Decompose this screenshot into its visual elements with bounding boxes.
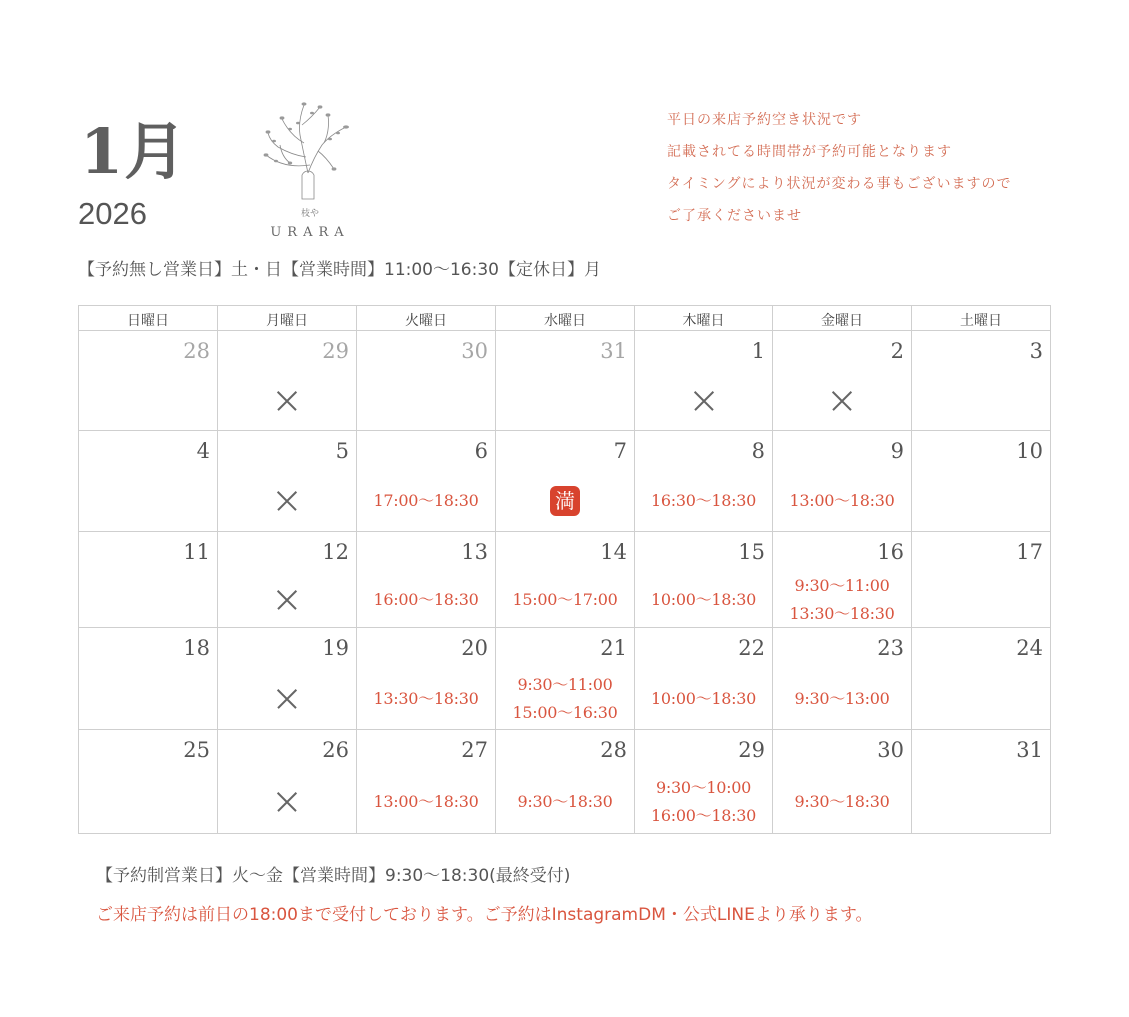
calendar-day-cell[interactable] xyxy=(79,532,218,628)
available-time-slot: 13:30〜18:30 xyxy=(373,688,479,708)
day-number: 9 xyxy=(890,439,904,463)
available-time-slot: 13:30〜18:30 xyxy=(789,603,895,623)
day-number: 15 xyxy=(738,540,765,564)
calendar-week-row xyxy=(79,730,1051,834)
day-number: 7 xyxy=(613,439,627,463)
weekday-header: 月曜日 xyxy=(218,306,357,331)
closed-cross-icon xyxy=(276,589,298,611)
closed-cross-icon xyxy=(693,390,715,412)
closed-cross-icon xyxy=(276,791,298,813)
day-number: 11 xyxy=(183,540,210,564)
day-number: 6 xyxy=(474,439,488,463)
shop-logo xyxy=(250,95,370,245)
day-number: 19 xyxy=(322,636,349,660)
weekday-header: 木曜日 xyxy=(635,306,773,331)
branch-vase-icon xyxy=(260,95,360,207)
calendar-day-cell[interactable] xyxy=(496,730,635,834)
day-number: 5 xyxy=(335,439,349,463)
weekday-header-row xyxy=(79,306,1051,331)
day-number: 28 xyxy=(183,339,210,363)
notice-block xyxy=(667,104,1117,232)
available-time-slot: 16:00〜18:30 xyxy=(651,805,756,825)
available-time-slot: 9:30〜13:00 xyxy=(794,688,890,708)
calendar-day-cell[interactable] xyxy=(635,431,773,532)
available-time-slot: 9:30〜18:30 xyxy=(517,791,613,811)
weekday-header: 日曜日 xyxy=(79,306,218,331)
calendar-day-cell[interactable] xyxy=(357,431,496,532)
available-time-slot: 16:30〜18:30 xyxy=(651,491,756,510)
day-number: 17 xyxy=(1016,540,1043,564)
calendar-day-cell[interactable] xyxy=(218,331,357,431)
calendar-day-cell[interactable] xyxy=(635,628,773,730)
day-number: 4 xyxy=(196,439,210,463)
month-title: 1月 xyxy=(80,115,188,188)
reservation-hours-info: 【予約制営業日】火〜金【営業時間】9:30〜18:30(最終受付) xyxy=(96,866,571,886)
year-label: 2026 xyxy=(78,196,147,231)
calendar-day-cell[interactable] xyxy=(912,532,1051,628)
day-number: 30 xyxy=(877,738,904,762)
calendar-day-cell[interactable] xyxy=(79,331,218,431)
day-number: 26 xyxy=(322,738,349,762)
calendar-day-cell[interactable] xyxy=(496,331,635,431)
calendar-week-row xyxy=(79,331,1051,431)
calendar-day-cell[interactable] xyxy=(912,331,1051,431)
calendar-day-cell[interactable] xyxy=(635,730,773,834)
weekday-header: 水曜日 xyxy=(496,306,635,331)
available-time-slot: 13:00〜18:30 xyxy=(789,491,895,510)
walk-in-hours-info: 【予約無し営業日】土・日【営業時間】11:00〜16:30【定休日】月 xyxy=(78,260,601,280)
day-number: 22 xyxy=(738,636,765,660)
calendar-day-cell[interactable] xyxy=(912,730,1051,834)
available-time-slot: 13:00〜18:30 xyxy=(373,791,479,811)
logo-subtext: 枝や xyxy=(300,209,319,219)
calendar-day-cell[interactable] xyxy=(773,628,912,730)
calendar-day-cell[interactable] xyxy=(496,431,635,532)
day-number: 16 xyxy=(877,540,904,564)
calendar-week-row xyxy=(79,628,1051,730)
available-time-slot: 15:00〜16:30 xyxy=(512,702,618,722)
calendar-day-cell[interactable] xyxy=(773,331,912,431)
day-number: 1 xyxy=(751,339,765,363)
calendar-day-cell[interactable] xyxy=(218,628,357,730)
closed-cross-icon xyxy=(276,390,298,412)
day-number: 8 xyxy=(751,439,765,463)
day-number: 10 xyxy=(1016,439,1043,463)
day-number: 24 xyxy=(1016,636,1043,660)
reservation-note: ご来店予約は前日の18:00まで受付しております。ご予約はInstagramDM・公式LINEより承ります。 xyxy=(96,905,873,925)
day-number: 23 xyxy=(877,636,904,660)
day-number: 3 xyxy=(1029,339,1043,363)
available-time-slot: 9:30〜10:00 xyxy=(655,777,752,797)
day-number: 28 xyxy=(600,738,627,762)
day-number: 12 xyxy=(322,540,349,564)
day-number: 14 xyxy=(600,540,627,564)
day-number: 20 xyxy=(461,636,488,660)
calendar-day-cell[interactable] xyxy=(496,628,635,730)
available-time-slot: 10:00〜18:30 xyxy=(651,688,756,708)
calendar-day-cell[interactable] xyxy=(218,730,357,834)
calendar-day-cell[interactable] xyxy=(218,431,357,532)
notice-line: 平日の来店予約空き状況です xyxy=(667,112,862,128)
logo-name: URARA xyxy=(270,225,350,240)
available-time-slot: 10:00〜18:30 xyxy=(651,589,756,609)
notice-line: タイミングにより状況が変わる事もございますので xyxy=(667,176,1012,192)
weekday-header: 金曜日 xyxy=(773,306,912,331)
fully-booked-badge: 満 xyxy=(550,486,580,516)
day-number: 29 xyxy=(738,738,765,762)
available-time-slot: 17:00〜18:30 xyxy=(373,491,479,510)
calendar-day-cell[interactable] xyxy=(773,730,912,834)
calendar-day-cell[interactable] xyxy=(218,532,357,628)
available-time-slot: 9:30〜18:30 xyxy=(794,791,890,811)
calendar-week-row xyxy=(79,532,1051,628)
calendar-day-cell[interactable] xyxy=(912,431,1051,532)
day-number: 2 xyxy=(890,339,904,363)
calendar-day-cell[interactable] xyxy=(79,431,218,532)
day-number: 21 xyxy=(600,636,627,660)
available-time-slot: 16:00〜18:30 xyxy=(373,589,479,609)
calendar-day-cell[interactable] xyxy=(496,532,635,628)
closed-cross-icon xyxy=(831,390,853,412)
calendar-day-cell[interactable] xyxy=(357,730,496,834)
calendar-day-cell[interactable] xyxy=(773,532,912,628)
calendar-day-cell[interactable] xyxy=(357,331,496,431)
notice-line: 記載されてる時間帯が予約可能となります xyxy=(667,144,952,160)
calendar-table xyxy=(78,305,1051,834)
day-number: 31 xyxy=(600,339,627,363)
day-number: 18 xyxy=(183,636,210,660)
day-number: 13 xyxy=(461,540,488,564)
calendar-day-cell[interactable] xyxy=(912,628,1051,730)
day-number: 29 xyxy=(322,339,349,363)
calendar-day-cell[interactable] xyxy=(79,628,218,730)
day-number: 25 xyxy=(183,738,210,762)
weekday-header: 土曜日 xyxy=(912,306,1051,331)
calendar-day-cell[interactable] xyxy=(773,431,912,532)
day-number: 27 xyxy=(461,738,488,762)
calendar-day-cell[interactable] xyxy=(635,331,773,431)
available-time-slot: 15:00〜17:00 xyxy=(512,589,618,609)
calendar-day-cell[interactable] xyxy=(79,730,218,834)
calendar-day-cell[interactable] xyxy=(635,532,773,628)
day-number: 31 xyxy=(1016,738,1043,762)
calendar-day-cell[interactable] xyxy=(357,532,496,628)
weekday-header: 火曜日 xyxy=(357,306,496,331)
notice-line: ご了承くださいませ xyxy=(667,208,802,224)
available-time-slot: 9:30〜11:00 xyxy=(517,674,613,694)
day-number: 30 xyxy=(461,339,488,363)
calendar-day-cell[interactable] xyxy=(357,628,496,730)
calendar-week-row xyxy=(79,431,1051,532)
closed-cross-icon xyxy=(276,688,298,710)
closed-cross-icon xyxy=(276,490,298,512)
available-time-slot: 9:30〜11:00 xyxy=(794,575,890,595)
